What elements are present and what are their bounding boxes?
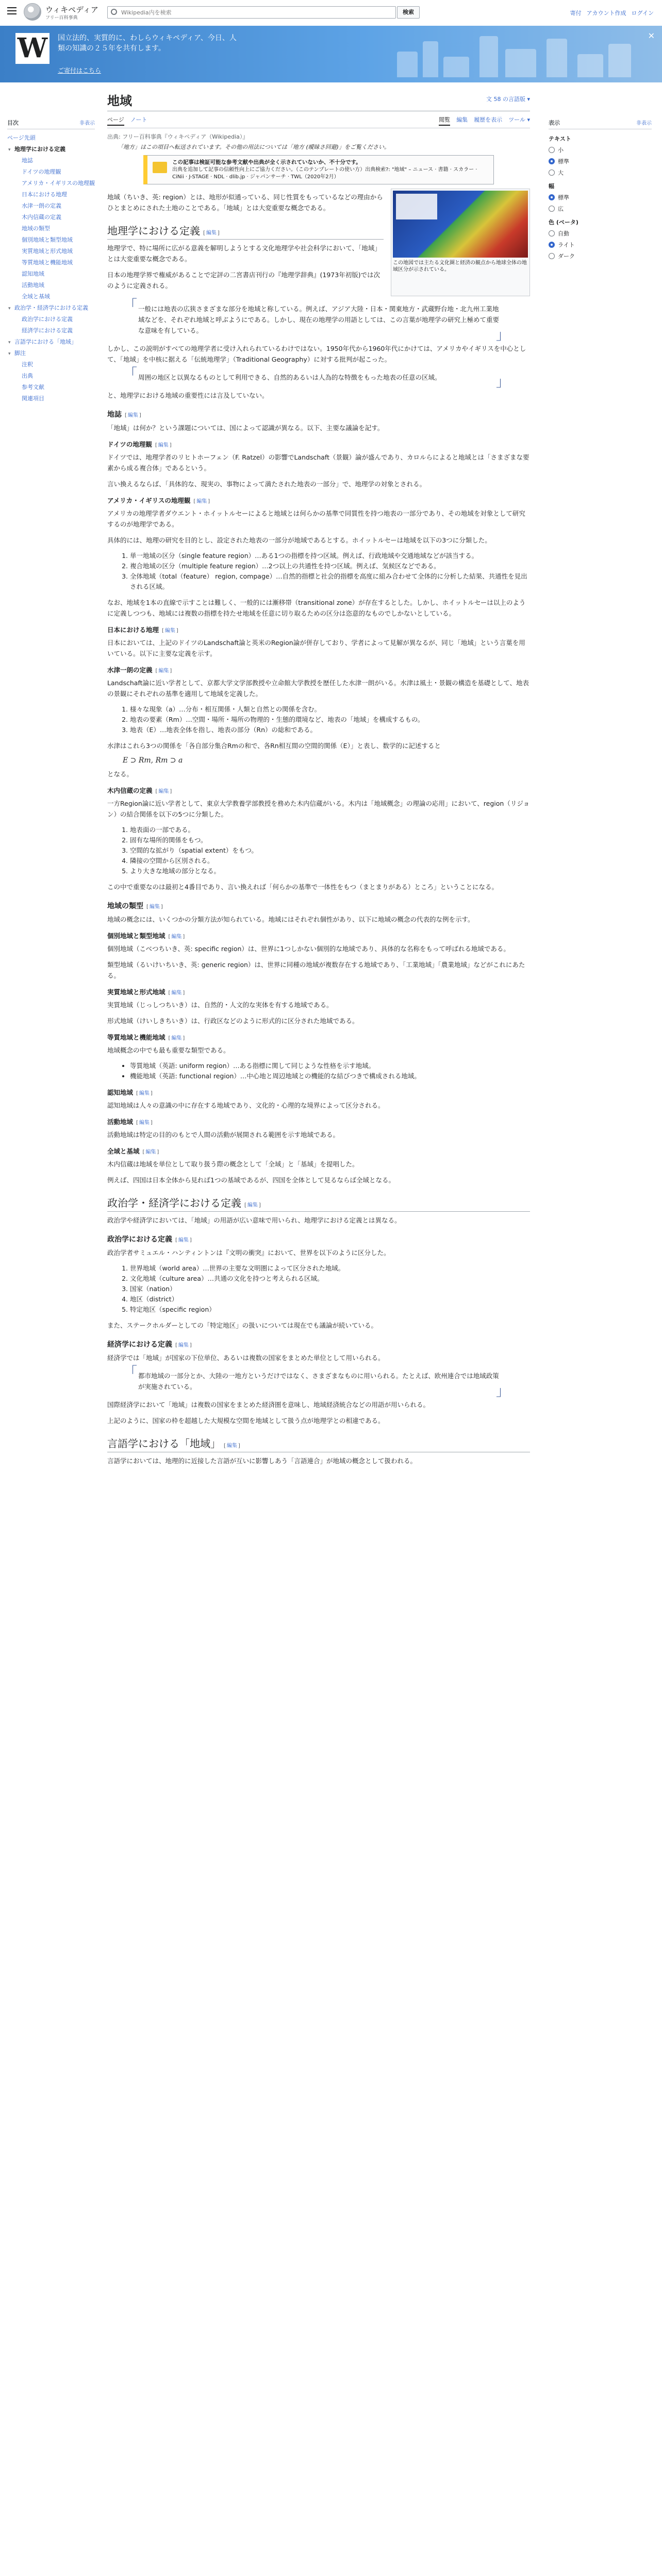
paragraph: 日本においては、上記のドイツのLandschaft論と英米のRegion論が併存しており、学者によって見解が異なるが、同じ「地域」という言葉を用いている。以下に主要な定義を示す。 [107, 639, 525, 657]
chevron-down-icon[interactable]: ▾ [8, 340, 11, 345]
quote-block: 「 都市地域の一部分とか、大陸の一地方というだけではなく、さまざまなものに用いられる。たとえば、欧州連合では地域政策が実施されている。 」 [128, 1369, 509, 1393]
subsection-heading: 日本における地理 [ 編集 ] [107, 626, 178, 634]
toc-item-label: 地理学における定義 [14, 146, 65, 152]
toc-item[interactable] [7, 166, 95, 178]
color-heading: 色 (ベータ) [549, 219, 578, 226]
appearance-panel [549, 118, 652, 263]
tab-talk[interactable]: ノート [130, 116, 147, 123]
radio-label: ダーク [558, 253, 575, 260]
toc-item-label: 参考文献 [22, 384, 44, 391]
language-button[interactable]: 文 58 の言語版 ▾ [486, 96, 530, 103]
list-item: 5. より大きな地域の部分となる。 [130, 866, 530, 876]
subsection-title: 地誌 [107, 411, 122, 419]
tab-tools[interactable]: ツール ▾ [508, 116, 530, 123]
toc-item[interactable] [7, 212, 95, 223]
toc-hide-button[interactable]: 非表示 [79, 121, 95, 126]
subsection-title: 水津一朗の定義 [107, 666, 153, 674]
list-item: 3. 空間的な拡がり（spatial extent）をもつ。 [130, 845, 530, 856]
user-links [570, 9, 654, 17]
tagline: フリー百科事典 [45, 15, 78, 21]
radio-button-icon[interactable] [549, 194, 555, 200]
subsection-title: 地域の類型 [107, 902, 143, 910]
fundraising-banner [0, 26, 662, 82]
section-title: 地理学における定義 [107, 225, 200, 237]
quote-block: 「 周囲の地区と以異なるものとして利用できる、自然的あるいは人為的な特徴をもった地表の任意の区域。 」 [128, 371, 509, 384]
banner-illustration [392, 31, 639, 77]
paragraph: 活動地域は特定の目的のもとで人間の活動が展開される範囲を示す地域である。 [107, 1131, 340, 1139]
color-option[interactable] [549, 252, 652, 260]
toc-item[interactable] [7, 325, 95, 336]
subsection-title: ドイツの地理観 [107, 440, 152, 448]
toc-item-label: 出典 [22, 372, 33, 379]
subsection-heading: 経済学における定義 [ 編集 ] [107, 1341, 192, 1349]
width-option[interactable] [549, 193, 652, 201]
map-legend [396, 194, 437, 219]
paragraph: 地理学で、特に場所に広がる意義を解明しようとする文化地理学や社会科学において、「地域」とは大変重要な概念である。 [107, 244, 381, 263]
edit-section-link[interactable]: 編集 [206, 230, 217, 236]
paragraph: 上記のように、国家の枠を超越した大規模な空間を地域として扱う点が地理学との相違である。 [107, 1417, 385, 1425]
paragraph: しかし、この説明がすべての地理学者に受け入れられているわけではない。1950年代から1960年代にかけては、アメリカやイギリスを中心として、「地域」を中核に据える「伝統地理学」（Traditional Geography）に対する批判が起こった。 [107, 345, 526, 363]
toc-item-label: 全域と基域 [22, 293, 50, 300]
quote-block: 「 一般には地表の広狭さまざまな部分を地域と称している。例えば、アジア大陸・日本・関東地方・武蔵野台地・北九州工業地域などを、それぞれ地域と呼ぶようにである。しかし、現在の地理学の用語としては、この言葉が地理学の研究上極めて重要な意味を有している。 」 [128, 302, 509, 337]
toc-item[interactable] [7, 200, 95, 212]
donate-link[interactable]: 寄付 [570, 10, 582, 16]
paragraph: 実質地域（じっしつちいき）は、自然的・人文的な実体を有する地域である。 [107, 1001, 333, 1009]
text-size-option[interactable] [549, 168, 652, 177]
banner-w-logo: W [15, 33, 49, 64]
width-option[interactable] [549, 205, 652, 213]
paragraph: 認知地域は人々の意識の中に存在する地域であり、文化的・心理的な境界によって区分される。 [107, 1101, 385, 1109]
subsection-heading: ドイツの地理観 [ 編集 ] [107, 440, 172, 448]
appearance-header [549, 118, 652, 129]
subsection-heading: 木内信蔵の定義 [ 編集 ] [107, 787, 172, 794]
subsection-heading: 地域の類型 [ 編集 ] [107, 902, 163, 910]
toc-item[interactable] [7, 280, 95, 291]
toc-item-label: アメリカ・イギリスの地理観 [22, 180, 95, 187]
subsection-title: 政治学における定義 [107, 1235, 172, 1244]
paragraph: 類型地域（るいけいちいき、英: generic region）は、世界に同種の地域が複数存在する地域であり、「工業地域」「農業地域」などがこれにあたる。 [107, 961, 525, 979]
toc-item-label: 日本における地理 [22, 191, 67, 198]
toc-item[interactable] [7, 314, 95, 325]
main-content [107, 88, 530, 1471]
list-item: 1. 様々な現象（a）…分布・相互関係・人類と自然との関係を含む。 [130, 704, 530, 715]
list-item: 1. 単一地域の区分（single feature region）…ある1つの指標を持つ区域。例えば、行政地域や交通地域などが該当する。 [130, 551, 530, 561]
site-header [0, 0, 662, 24]
toc-item-label: ドイツの地理観 [22, 168, 61, 175]
notice-title: この記事は検証可能な参考文献や出典が全く示されていないか、不十分です。 [172, 159, 361, 165]
main-menu-icon[interactable] [7, 7, 16, 14]
edit-section-link[interactable]: 編集 [171, 934, 182, 940]
radio-button-icon[interactable] [549, 206, 555, 212]
paragraph: 例えば、四国は日本全体から見れば1つの基域であるが、四国を全体として見るならば全域となる。 [107, 1176, 395, 1184]
radio-button-icon[interactable] [549, 242, 555, 248]
toc-item-label: 水津一朗の定義 [22, 202, 61, 209]
radio-label: 自動 [558, 230, 569, 237]
list-item: 2. 複合地域の区分（multiple feature region）…2つ以上の共通性を持つ区域。例えば、気候区などである。 [130, 561, 530, 571]
paragraph: と、地理学における地域の重要性には言及していない。 [107, 392, 269, 399]
book-icon [153, 162, 167, 173]
radio-button-icon[interactable] [549, 147, 555, 153]
toc-item-label: 認知地域 [22, 270, 44, 277]
paragraph: 地域概念の中でも最も重要な類型である。 [107, 1046, 230, 1054]
list-item: 1. 地表面の一部である。 [130, 825, 530, 835]
suizu-list [123, 704, 530, 735]
color-option[interactable] [549, 241, 652, 249]
world-regions-map-image[interactable] [393, 191, 528, 258]
toc-item-label: 活動地域 [22, 282, 44, 289]
text-size-option[interactable] [549, 146, 652, 154]
toc-item[interactable] [7, 359, 95, 370]
list-item: • 等質地域（英語: uniform region）…ある指標に関して同じような性格を示す地域。 [130, 1061, 530, 1071]
tab-tools-label: ツール [508, 116, 525, 123]
subsection-title: 全域と基域 [107, 1147, 140, 1155]
paragraph: また、ステークホルダーとしての「特定地区」の扱いについては現在でも議論が続いている。 [107, 1321, 378, 1329]
subsection-title: 活動地域 [107, 1118, 134, 1126]
tab-article[interactable]: ページ [107, 115, 124, 126]
citation-needed-notice [143, 155, 494, 184]
edit-section-link[interactable]: 編集 [158, 443, 169, 448]
list-item: 5. 特定地区（specific region） [130, 1304, 530, 1315]
toc-item-label: 実質地域と形式地域 [22, 248, 73, 255]
section-title: 政治学・経済学における定義 [107, 1197, 241, 1209]
edit-section-link[interactable]: 編集 [178, 1343, 189, 1348]
search-icon [111, 9, 117, 15]
toc-item[interactable] [7, 291, 95, 302]
list-item: • 機能地域（英語: functional region）…中心地と周辺地域との機能的な結びつきで構成される地域。 [130, 1071, 530, 1081]
toc-item-label: 脚注 [14, 350, 26, 357]
subsection-title: 個別地域と類型地域 [107, 932, 166, 940]
toc-item[interactable] [7, 370, 95, 382]
edit-section-link[interactable]: 編集 [127, 413, 138, 418]
tab-history[interactable]: 履歴を表示 [474, 116, 503, 123]
tab-edit[interactable]: 編集 [456, 116, 468, 123]
whittlesey-list [123, 551, 530, 592]
toc-item[interactable] [7, 132, 95, 144]
paragraph: 言い換えるならば、「具体的な、現実の、事物によって満たされた地表の一部分」で、地理学の対象とされる。 [107, 480, 426, 488]
edit-section-link[interactable]: 編集 [164, 628, 175, 634]
toc-item[interactable] [7, 234, 95, 246]
create-account-link[interactable]: アカウント作成 [586, 10, 626, 16]
toc-item-label: 個別地域と類型地域 [22, 236, 73, 243]
text-size-heading: テキスト [549, 135, 571, 142]
radio-label: 標準 [558, 158, 569, 165]
subsection-title: アメリカ・イギリスの地理観 [107, 497, 191, 504]
subsection-title: 実質地域と形式地域 [107, 988, 166, 996]
toc-item-label: 等質地域と機能地域 [22, 259, 73, 266]
toc-header [7, 118, 95, 129]
paragraph: 木内信蔵は地域を単位として取り扱う際の概念として「全域」と「基域」を提唱した。 [107, 1160, 359, 1168]
subsection-heading: 全域と基域 [ 編集 ] [107, 1147, 159, 1155]
banner-close-icon[interactable]: ✕ [648, 31, 655, 41]
chevron-down-icon[interactable]: ▾ [8, 306, 11, 311]
section-heading: 政治学・経済学における定義 [ 編集 ] [107, 1195, 530, 1212]
login-link[interactable]: ログイン [631, 10, 654, 16]
toc-item[interactable] [7, 268, 95, 280]
table-of-contents [7, 118, 95, 404]
wordmark[interactable]: ウィキペディア [45, 5, 98, 14]
list-item: 2. 固有な場所的関係をもつ。 [130, 835, 530, 845]
subsection-heading: 等質地域と機能地域 [ 編集 ] [107, 1033, 185, 1041]
list-item: 4. 隣接の空間から区別される。 [130, 856, 530, 866]
chevron-down-icon[interactable]: ▾ [8, 351, 11, 357]
radio-label: ライト [558, 242, 575, 248]
paragraph: 個別地域（こべつちいき、英: specific region）は、世界に1つしかない個別的な地域であり、具体的な名称をもって呼ばれる地域である。 [107, 945, 510, 953]
toc-item-label: 地域の類型 [22, 225, 50, 232]
toc-item-label: 木内信蔵の定義 [22, 214, 61, 221]
toc-item[interactable] [7, 302, 95, 314]
list-item: 2. 文化地域（culture area）…共通の文化を持つと考えられる区域。 [130, 1274, 530, 1284]
paragraph: なお、地域を1本の直線で示すことは難しく、一般的には漸移帯（transitional zone）が存在するとした。しかし、ホイットルセーは以上のように定義しつつも、地域には複数の指標を持たせ地域を任意に切り取るための区分は恣意的なものでしかないとしている。 [107, 599, 526, 617]
paragraph: 水津はこれら3つの関係を「各自部分集合Rmの和で、各Rn相互間の空間的関係（E）」と表し、数学的に記述すると [107, 742, 441, 750]
uniform-functional-list [123, 1061, 530, 1081]
paragraph: この中で重要なのは最初と4番目であり、言い換えれば「何らかの基準で一体性をもつ（まとまりがある）ところ」ということになる。 [107, 883, 498, 891]
paragraph: ドイツでは、地理学者のリヒトホーフェン（F. Ratzel）の影響でLandschaft（景観）論が盛んであり、カロルらによると地域とは「さまざまな要素から成る複合体」であるという。 [107, 453, 529, 472]
section-heading: 地理学における定義 [ 編集 ] [107, 223, 384, 240]
radio-label: 小 [558, 147, 564, 154]
edit-section-link[interactable]: 編集 [196, 499, 207, 504]
list-item: 1. 世界地域（world area）…世界の主要な文明圏によって区分された地域。 [130, 1263, 530, 1274]
radio-label: 大 [558, 170, 564, 176]
edit-section-link[interactable]: 編集 [149, 904, 160, 910]
appearance-hide-button[interactable]: 非表示 [636, 121, 652, 126]
edit-section-link[interactable]: 編集 [158, 668, 169, 674]
toc-item[interactable] [7, 223, 95, 234]
search-input[interactable] [120, 8, 368, 17]
toc-item-label: 言語学における「地域」 [14, 338, 77, 345]
edit-section-link[interactable]: 編集 [178, 1238, 189, 1243]
section-heading: 言語学における「地域」 [ 編集 ] [107, 1435, 530, 1452]
toc-item-label: 地誌 [22, 157, 33, 164]
list-item: 3. 全体地域（total（feature） region, compage）…自然的指標と社会的指標を高度に組み合わせて全体的に分析した結果、共通性を見出される区域。 [130, 571, 530, 592]
edit-section-link[interactable]: 編集 [171, 1036, 182, 1041]
subsection-heading: 地誌 [ 編集 ] [107, 411, 141, 419]
paragraph: 「地域」は何か？という課題については、国によって認識が異なる。以下、主要な議論を記す。 [107, 424, 384, 432]
toc-item-label: 注釈 [22, 361, 33, 368]
intro-paragraph: 地域（ちいき、英: region）とは、地形が似通っている、同じ性質をもっているなどの理由からひとまとめにされた土地のことである。「地域」とは大変重要な概念である。 [107, 193, 383, 212]
from-wikipedia: 出典: フリー百科事典『ウィキペディア（Wikipedia）』 [107, 133, 249, 140]
radio-label: 広 [558, 206, 564, 212]
subsection-heading: 個別地域と類型地域 [ 編集 ] [107, 932, 185, 940]
paragraph: 政治学者サミュエル・ハンティントンは『文明の衝突』において、世界を以下のように区分した。 [107, 1249, 390, 1257]
toc-item-label: 政治学における定義 [22, 316, 73, 323]
tab-read[interactable]: 閲覧 [439, 115, 450, 126]
chevron-down-icon[interactable]: ▾ [8, 147, 11, 152]
hatnote: 「地方」はこの項目へ転送されています。その他の用法については「地方 (曖昧さ回避)」をご覧ください。 [118, 144, 390, 150]
toc-item-label: 経済学における定義 [22, 327, 73, 334]
huntington-list [123, 1263, 530, 1315]
banner-donate-link[interactable]: ご寄付はこちら [58, 67, 102, 74]
paragraph: 形式地域（けいしきちいき）は、行政区などのように形式的に区分された地域である。 [107, 1017, 359, 1025]
paragraph: Landschaft論に近い学者として、京都大学文学部教授や立命館大学教授を歴任した水津一朗がいる。水津は風土・景観の構造を基礎として、地表の景観にそれぞれの基準を適用して地域を定義した。 [107, 679, 529, 698]
language-button-label: 58 の言語版 [493, 96, 525, 103]
paragraph: 地域の概念には、いくつかの分類方法が知られている。地域にはそれぞれ個性があり、以下に地域の概念の代表的な例を示す。 [107, 916, 474, 923]
subsection-heading: 活動地域 [ 編集 ] [107, 1118, 153, 1126]
subsection-title: 認知地域 [107, 1089, 134, 1096]
figure-caption: この地図では主たる文化圏と経済の観点から地球全体の地域区分が示されている。 [393, 260, 527, 273]
subsection-heading: 水津一朗の定義 [ 編集 ] [107, 666, 172, 674]
radio-button-icon[interactable] [549, 170, 555, 176]
toc-item[interactable] [7, 382, 95, 393]
subsection-title: 経済学における定義 [107, 1341, 172, 1349]
wikipedia-globe-logo[interactable] [24, 3, 41, 21]
edit-section-link[interactable]: 編集 [145, 1149, 156, 1155]
paragraph: 政治学や経済学においては、「地域」の用語が広い意味で用いられ、地理学における定義とは異なる。 [107, 1216, 401, 1224]
paragraph: 一方Region論に近い学者として、東京大学教養学部教授を務めた木内信蔵がいる。木内は「地域概念」の理論の応用」において、region（リジョン）の結合関係を以下の5つに分類した。 [107, 800, 530, 818]
math-formula: E ⊃ Rm, Rm ⊃ a [123, 756, 183, 765]
toc-item[interactable] [7, 155, 95, 166]
notice-body: 出典を追加して記事の信頼性向上にご協力ください。（このテンプレートの使い方）出典検索?: "地域" – ニュース · 書籍 · スカラー · CiNii · J-STAGE · NDL · dlib.jp · ジャパンサーチ · TWL（2020年2月） [172, 167, 477, 180]
paragraph: 経済学では「地域」が国家の下位単位、あるいは複数の国家をまとめた単位として用いられる。 [107, 1354, 385, 1362]
subsection-heading: 政治学における定義 [ 編集 ] [107, 1235, 192, 1244]
search-button[interactable]: 検索 [397, 6, 420, 19]
toc-item[interactable] [7, 336, 95, 348]
search-box [107, 6, 396, 19]
toc-item-label: 政治学・経済学における定義 [14, 304, 88, 311]
page-tabs [107, 112, 530, 128]
edit-section-link[interactable]: 編集 [247, 1202, 258, 1208]
edit-section-link[interactable]: 編集 [139, 1120, 150, 1126]
edit-section-link[interactable]: 編集 [139, 1091, 150, 1096]
edit-section-link[interactable]: 編集 [171, 990, 182, 996]
subsection-heading: アメリカ・イギリスの地理観 [ 編集 ] [107, 497, 210, 504]
toc-item-label: ページ先頭 [7, 134, 36, 141]
text-size-option[interactable] [549, 157, 652, 165]
toc-item[interactable] [7, 257, 95, 268]
toc-item[interactable] [7, 393, 95, 404]
subsection-title: 木内信蔵の定義 [107, 787, 153, 794]
banner-message: 国立法的、実質的に、わしらウィキペディア、今日、人類の知識の２５年を共有します。 [58, 34, 237, 53]
subsection-heading: 認知地域 [ 編集 ] [107, 1089, 153, 1096]
edit-section-link[interactable]: 編集 [158, 789, 169, 794]
list-item: 3. 国家（nation） [130, 1284, 530, 1294]
toc-item-label: 関連項目 [22, 395, 44, 402]
color-option[interactable] [549, 229, 652, 238]
edit-section-link[interactable]: 編集 [226, 1443, 237, 1449]
toc-item[interactable] [7, 246, 95, 257]
paragraph: 言語学においては、地理的に近接した言語が互いに影響しあう「言語連合」が地域の概念として扱われる。 [107, 1457, 417, 1465]
radio-button-icon[interactable] [549, 230, 555, 236]
list-item: 4. 地区（district） [130, 1294, 530, 1304]
radio-button-icon[interactable] [549, 158, 555, 164]
toc-item[interactable] [7, 144, 95, 155]
paragraph: アメリカの地理学者ダウエント・ホイットルセーによると地域とは何らかの基準で同質性を持つ地表の一部分であり、その地域を対象として研究するのが地理学である。 [107, 510, 525, 528]
list-item: 3. 地表（E）…地表全体を指し、地表の部分（Rn）の総和である。 [130, 725, 530, 735]
page-title: 地域 [107, 88, 530, 111]
radio-label: 標準 [558, 194, 569, 201]
toc-item[interactable] [7, 348, 95, 359]
radio-button-icon[interactable] [549, 253, 555, 259]
toc-item[interactable] [7, 189, 95, 200]
paragraph: 国際経済学において「地域」は複数の国家をまとめた経済圏を意味し、地域経済統合などの用語が用いられる。 [107, 1401, 430, 1409]
subsection-title: 等質地域と機能地域 [107, 1033, 166, 1041]
width-heading: 幅 [549, 183, 554, 190]
section-title: 言語学における「地域」 [107, 1437, 221, 1450]
paragraph: 具体的には、地理の研究を目的とし、設定された地表の一部分が地域であるとする。ホイットルセーは地域を以下の3つに分類した。 [107, 536, 491, 544]
paragraph: となる。 [107, 770, 134, 778]
appearance-heading: 表示 [549, 120, 560, 126]
list-item: 2. 地表の要素（Rm）…空間・場所・場所の物理的・生態的環境など、地表の「地域」を構成するもの。 [130, 715, 530, 725]
toc-item[interactable] [7, 178, 95, 189]
subsection-title: 日本における地理 [107, 626, 159, 634]
subsection-heading: 実質地域と形式地域 [ 編集 ] [107, 988, 185, 996]
paragraph: 日本の地理学界で権威があることで定評の二宮書店刊行の『地理学辞典』(1973年初版)では次のように定義される。 [107, 271, 380, 290]
kiuchi-list [123, 825, 530, 876]
toc-heading: 目次 [7, 120, 19, 126]
region-map-figure [391, 189, 530, 296]
